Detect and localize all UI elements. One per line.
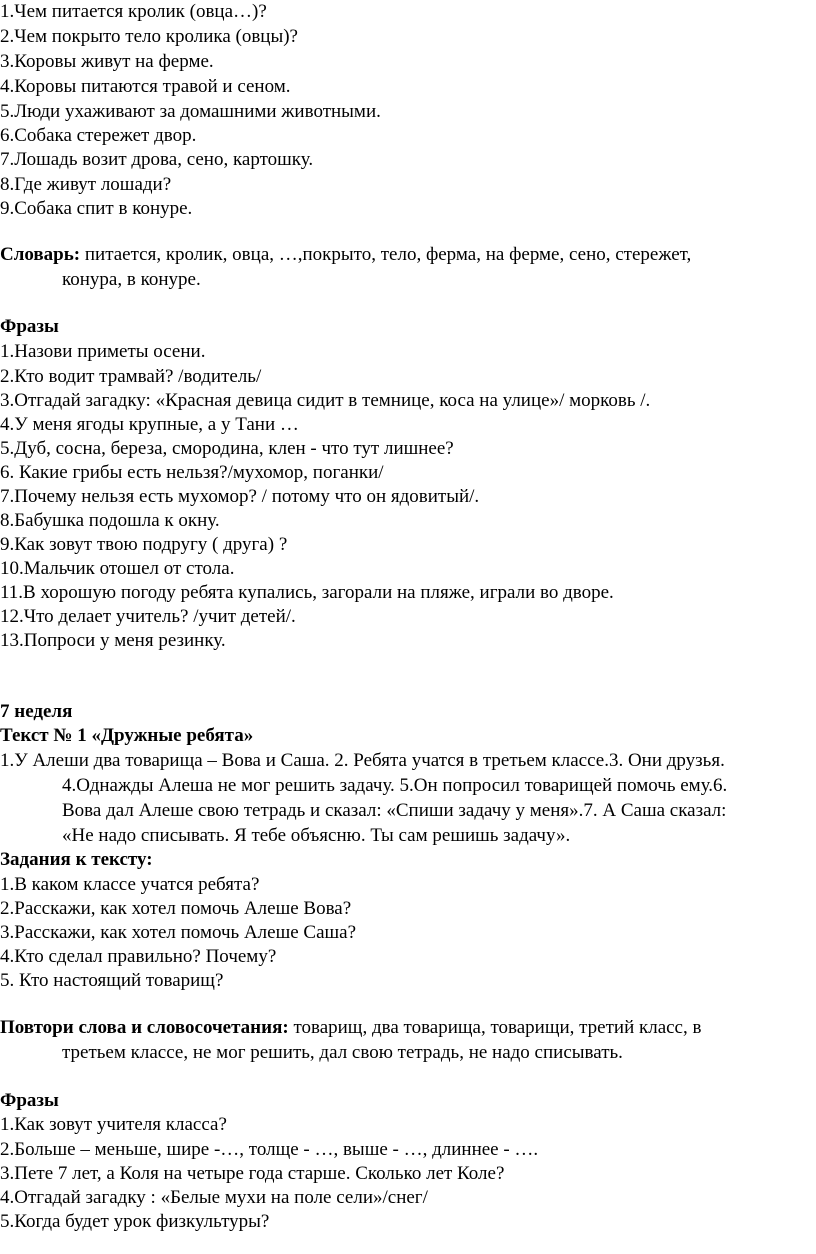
phrase-line: 5.Дуб, сосна, береза, смородина, клен - что тут лишнее? bbox=[0, 438, 454, 459]
repeat-line-continued: третьем классе, не мог решить, дал свою тетрадь, не надо списывать. bbox=[62, 1042, 623, 1063]
repeat-label: Повтори слова и словосочетания: bbox=[0, 1017, 289, 1038]
phrase-line: 12.Что делает учитель? /учит детей/. bbox=[0, 606, 296, 627]
question-line: 8.Где живут лошади? bbox=[0, 174, 172, 195]
task-line: 4.Кто сделал правильно? Почему? bbox=[0, 946, 277, 967]
phrase-line: 4.У меня ягоды крупные, а у Тани … bbox=[0, 414, 299, 435]
phrase-line: 9.Как зовут твою подругу ( друга) ? bbox=[0, 534, 288, 555]
text-line: 1.У Алеши два товарища – Вова и Саша. 2. Ребята учатся в третьем классе.3. Они друзья. bbox=[0, 750, 725, 771]
text-title: Текст № 1 «Дружные ребята» bbox=[0, 725, 254, 746]
phrase-line: 2.Больше – меньше, шире -…, толще - …, выше - …, длиннее - …. bbox=[0, 1139, 539, 1160]
question-line: 3.Коровы живут на ферме. bbox=[0, 51, 214, 72]
phrases-heading: Фразы bbox=[0, 316, 59, 337]
repeat-text: товарищ, два товарища, товарищи, третий класс, в bbox=[288, 1017, 702, 1038]
phrase-line: 3.Пете 7 лет, а Коля на четыре года старше. Сколько лет Коле? bbox=[0, 1163, 505, 1184]
tasks-heading: Задания к тексту: bbox=[0, 849, 153, 870]
phrase-line: 7.Почему нельзя есть мухомор? / потому что он ядовитый/. bbox=[0, 486, 480, 507]
phrase-line: 11.В хорошую погоду ребята купались, загорали на пляже, играли во дворе. bbox=[0, 582, 614, 603]
phrase-line: 10.Мальчик отошел от стола. bbox=[0, 558, 235, 579]
question-line: 6.Собака стережет двор. bbox=[0, 125, 197, 146]
phrase-line: 1.Назови приметы осени. bbox=[0, 341, 206, 362]
question-line: 1.Чем питается кролик (овца…)? bbox=[0, 1, 267, 22]
phrase-line: 8.Бабушка подошла к окну. bbox=[0, 510, 220, 531]
week-heading: 7 неделя bbox=[0, 701, 73, 722]
text-line: «Не надо списывать. Я тебе объясню. Ты сам решишь задачу». bbox=[62, 825, 571, 846]
question-line: 4.Коровы питаются травой и сеном. bbox=[0, 76, 291, 97]
task-line: 1.В каком классе учатся ребята? bbox=[0, 874, 260, 895]
phrase-line: 1.Как зовут учителя класса? bbox=[0, 1114, 227, 1135]
question-line: 7.Лошадь возит дрова, сено, картошку. bbox=[0, 149, 314, 170]
text-line: Вова дал Алеше свою тетрадь и сказал: «Спиши задачу у меня».7. А Саша сказал: bbox=[62, 800, 727, 821]
question-line: 5.Люди ухаживают за домашними животными. bbox=[0, 101, 381, 122]
phrase-line: 13.Попроси у меня резинку. bbox=[0, 630, 226, 651]
vocab-label: Словарь: bbox=[0, 244, 81, 265]
task-line: 3.Расскажи, как хотел помочь Алеше Саша? bbox=[0, 922, 356, 943]
question-line: 2.Чем покрыто тело кролика (овцы)? bbox=[0, 26, 298, 47]
phrase-line: 4.Отгадай загадку : «Белые мухи на поле сели»/снег/ bbox=[0, 1187, 428, 1208]
phrase-line: 5.Когда будет урок физкультуры? bbox=[0, 1211, 270, 1232]
phrase-line: 6. Какие грибы есть нельзя?/мухомор, поганки/ bbox=[0, 462, 384, 483]
vocab-line-continued: конура, в конуре. bbox=[62, 269, 201, 290]
phrase-line: 2.Кто водит трамвай? /водитель/ bbox=[0, 366, 262, 387]
repeat-line bbox=[0, 1016, 701, 1040]
text-line: 4.Однажды Алеша не мог решить задачу. 5.Он попросил товарищей помочь ему.6. bbox=[62, 775, 728, 796]
task-line: 2.Расскажи, как хотел помочь Алеше Вова? bbox=[0, 898, 352, 919]
question-line: 9.Собака спит в конуре. bbox=[0, 198, 193, 219]
task-line: 5. Кто настоящий товарищ? bbox=[0, 970, 224, 991]
vocab-line bbox=[0, 243, 691, 267]
vocab-text: питается, кролик, овца, …,покрыто, тело, ферма, на ферме, сено, стережет, bbox=[80, 244, 692, 265]
phrases-heading-2: Фразы bbox=[0, 1090, 59, 1111]
phrase-line: 3.Отгадай загадку: «Красная девица сидит в темнице, коса на улице»/ морковь /. bbox=[0, 390, 651, 411]
